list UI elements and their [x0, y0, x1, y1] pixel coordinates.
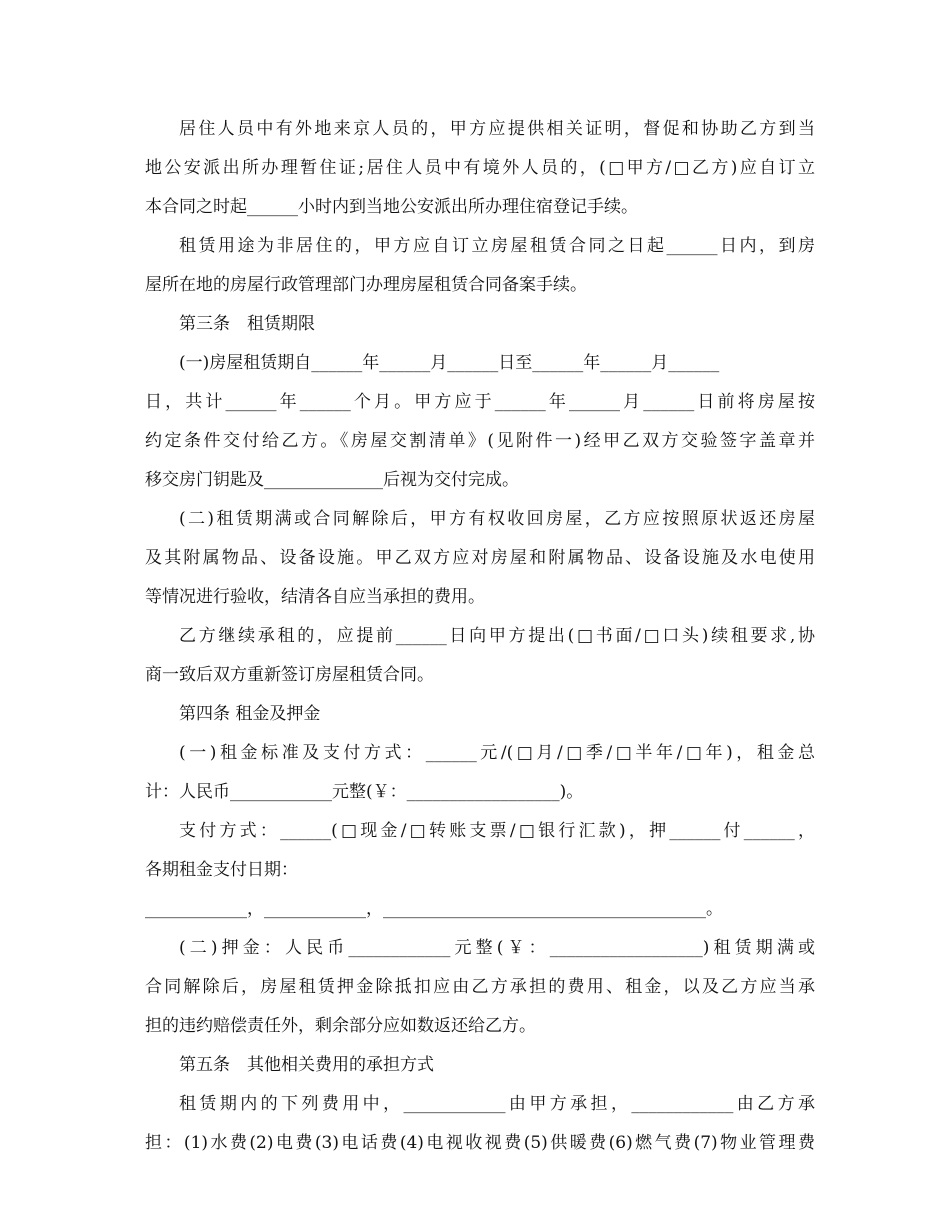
paragraph-line: 及其附属物品、设备设施。甲乙双方应对房屋和附属物品、设备设施及水电使用 — [145, 548, 815, 568]
paragraph-line: (二)押金：人民币____________元整(￥：__________________)租赁期满或 — [179, 938, 815, 958]
paragraph-line: 各期租金支付日期： — [145, 860, 298, 880]
paragraph-line: 支付方式：______(□现金/□转账支票/□银行汇款)，押______付______， — [179, 821, 815, 841]
paragraph-line: 计：人民币____________元整(￥：__________________)。 — [145, 782, 584, 802]
section-heading: 第三条 租赁期限 — [179, 314, 315, 334]
paragraph-line: 租赁期内的下列费用中，____________由甲方承担，____________由乙方承 — [179, 1094, 815, 1114]
paragraph-line: 乙方继续承租的，应提前______日向甲方提出(□书面/□口头)续租要求,协 — [179, 626, 815, 646]
paragraph-line: (一)房屋租赁期自______年______月______日至______年______月______ — [179, 353, 720, 373]
paragraph-line: 等情况进行验收，结清各自应当承担的费用。 — [145, 587, 485, 607]
paragraph-line: 屋所在地的房屋行政管理部门办理房屋租赁合同备案手续。 — [145, 275, 587, 295]
paragraph-line: 地公安派出所办理暂住证;居住人员中有境外人员的，(□甲方/□乙方)应自订立 — [145, 158, 815, 178]
section-heading: 第五条 其他相关费用的承担方式 — [179, 1055, 434, 1075]
paragraph-line: 本合同之时起______小时内到当地公安派出所办理住宿登记手续。 — [145, 197, 638, 217]
paragraph-line: (二)租赁期满或合同解除后，甲方有权收回房屋，乙方应按照原状返还房屋 — [179, 509, 815, 529]
paragraph-line: ____________，____________，______________________________________。 — [145, 899, 723, 919]
paragraph-line: 日，共计______年______个月。甲方应于______年______月______日前将房屋按 — [145, 392, 815, 412]
paragraph-line: 租赁用途为非居住的，甲方应自订立房屋租赁合同之日起______日内，到房 — [179, 236, 815, 256]
paragraph-line: 移交房门钥匙及______________后视为交付完成。 — [145, 470, 519, 490]
paragraph-line: 商一致后双方重新签订房屋租赁合同。 — [145, 665, 434, 685]
paragraph-line: 约定条件交付给乙方。《房屋交割清单》(见附件一)经甲乙双方交验签字盖章并 — [145, 431, 815, 451]
paragraph-line: 合同解除后，房屋租赁押金除抵扣应由乙方承担的费用、租金，以及乙方应当承 — [145, 977, 815, 997]
paragraph-line: 居住人员中有外地来京人员的，甲方应提供相关证明，督促和协助乙方到当 — [179, 119, 815, 139]
paragraph-line: (一)租金标准及支付方式：______元/(□月/□季/□半年/□年)，租金总 — [179, 743, 815, 763]
paragraph-line: 担：(1)水费(2)电费(3)电话费(4)电视收视费(5)供暖费(6)燃气费(7)物业管理费 — [145, 1133, 815, 1153]
section-heading: 第四条 租金及押金 — [179, 704, 321, 724]
paragraph-line: 担的违约赔偿责任外，剩余部分应如数返还给乙方。 — [145, 1016, 536, 1036]
